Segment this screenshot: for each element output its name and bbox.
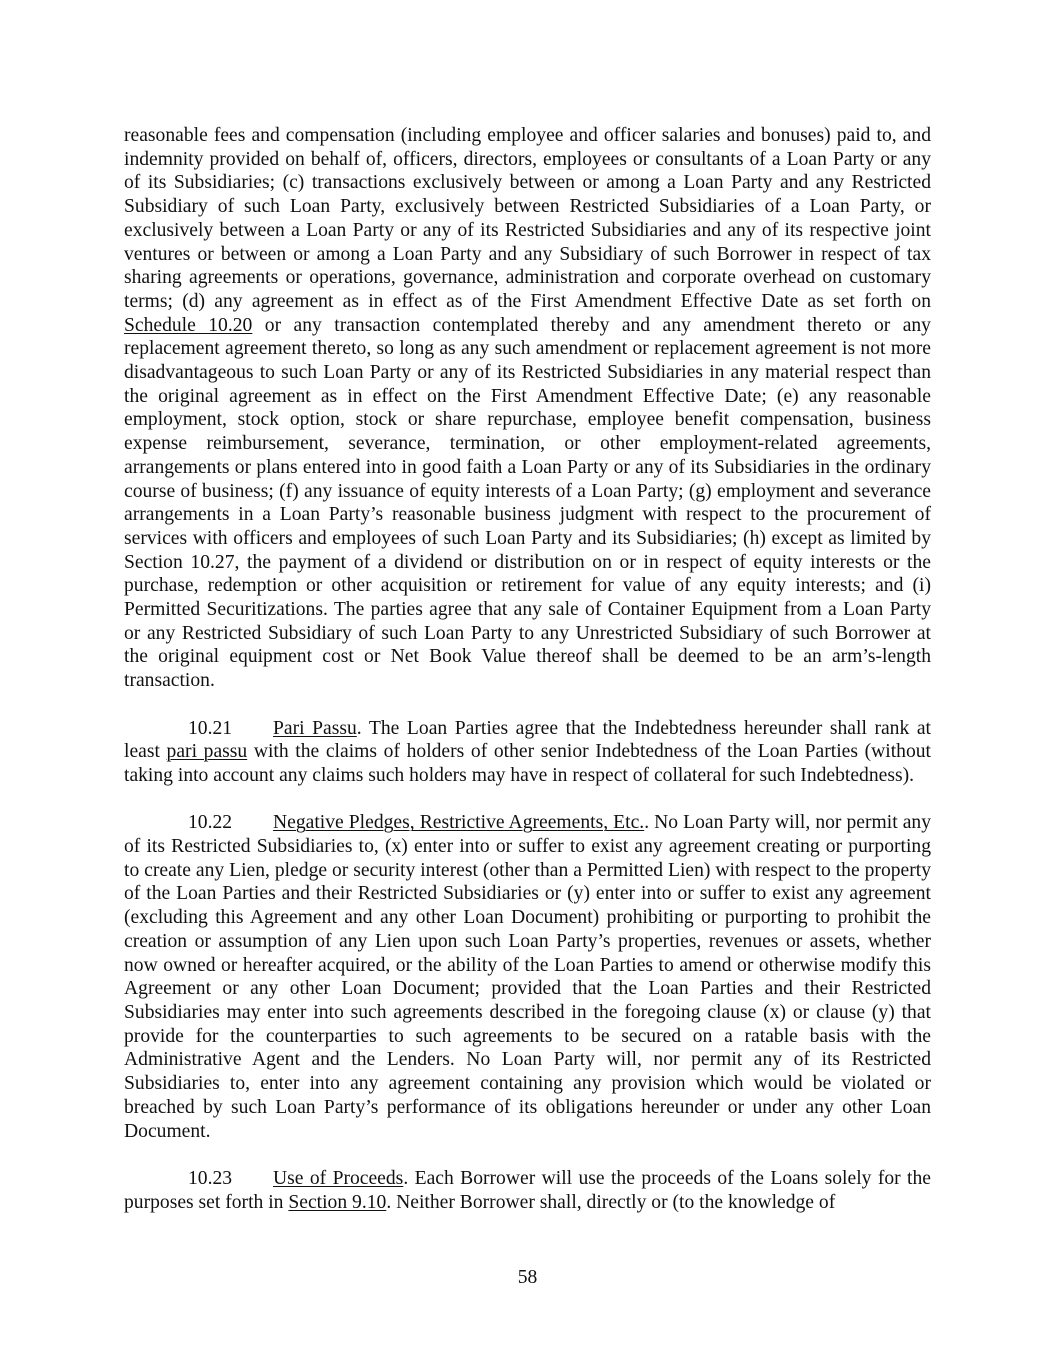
document-body — [124, 124, 931, 1214]
section-title: Negative Pledges, Restrictive Agreements, Etc. — [273, 812, 645, 834]
section-text: . The Loan Parties agree that the Indebtedness hereunder shall rank at least — [124, 717, 931, 763]
section-10-23 — [124, 1167, 931, 1214]
section-title: Pari Passu — [273, 717, 357, 739]
intro-paragraph — [124, 124, 931, 693]
intro-text-part-1: reasonable fees and compensation (including employee and officer salaries and bonuses) paid to, and indemnity provided on behalf of, officers, directors, employees or consultants of a Loan Party or any of its Subsidiaries; (c) transactions exclusively between or among a Loan Party and any Restricted Subsidiary of such Loan Party, exclusively between Restricted Subsidiaries of a Loan Party, or exclusively between a Loan Party or any of its Restricted Subsidiaries and any of its respective joint ventures or between or among a Loan Party and any Subsidiary of such Borrower in respect of tax sharing agreements or operations, governance, administration and corporate overhead on customary terms; (d) any agreement as in effect as of the First Amendment Effective Date as set forth on — [124, 125, 931, 312]
page-number: 58 — [517, 1267, 538, 1288]
section-reference: Section 9.10 — [288, 1191, 387, 1213]
section-number: 10.21 — [188, 717, 233, 739]
section-text-rest: with the claims of holders of other senior Indebtedness of the Loan Parties (without taking into account any claims such holders may have in respect of collateral for such Indebtedness). — [124, 741, 931, 786]
pari-passu-term: pari passu — [166, 741, 248, 763]
schedule-reference: Schedule 10.20 — [124, 314, 253, 336]
section-title: Use of Proceeds — [273, 1167, 404, 1189]
intro-text-part-2: or any transaction contemplated thereby and any amendment thereto or any replacement agreement thereto, so long as any such amendment or replacement agreement is not more disadvantageous to such Loan Party or any of its Restricted Subsidiaries in any material respect than the original agreement as in effect on the First Amendment Effective Date; (e) any reasonable employment, stock option, stock or share repurchase, employee benefit compensation, business expense reimbursement, severance, termination, or other employment-related agreements, arrangements or plans entered into in good faith a Loan Party or any of its Subsidiaries in the ordinary course of business; (f) any issuance of equity interests of a Loan Party; (g) employment and severance arrangements in a Loan Party’s reasonable business judgment with respect to the procurement of services with officers and employees of such Loan Party and its Subsidiaries; (h) except as limited by Section 10.27, the payment of a dividend or distribution on or in respect of equity interests or the purchase, redemption or other acquisition or retirement for value of any equity interests; and (i) Permitted Securitizations. The parties agree that any sale of Container Equipment from a Loan Party or any Restricted Subsidiary of such Loan Party to any Unrestricted Subsidiary of such Borrower at the original equipment cost or Net Book Value thereof shall be deemed to be an arm’s-length transaction. — [124, 314, 931, 692]
section-text: . Each Borrower will use the proceeds of the Loans solely for the purposes set forth in — [124, 1167, 931, 1213]
section-text-rest: . Neither Borrower shall, directly or (to the knowledge of — [386, 1191, 836, 1213]
section-number: 10.22 — [188, 812, 233, 834]
section-10-21 — [124, 717, 931, 788]
section-text: . No Loan Party will, nor permit any of its Restricted Subsidiaries to, (x) enter into or suffer to exist any agreement creating or purporting to create any Lien, pledge or security interest (other than a Permitted Lien) with respect to the property of the Loan Parties and their Restricted Subsidiaries or (y) enter into or suffer to exist any agreement (excluding this Agreement and any other Loan Document) prohibiting or purporting to prohibit the creation or assumption of any Lien upon such Loan Party’s properties, revenues or assets, whether now owned or hereafter acquired, or the ability of the Loan Parties to amend or otherwise modify this Agreement or any other Loan Document; provided that the Loan Parties and their Restricted Subsidiaries may enter into such agreements described in the foregoing clause (x) or clause (y) that provide for the counterparties to such agreements to be secured on a ratable basis with the Administrative Agent and the Lenders. No Loan Party will, nor permit any of its Restricted Subsidiaries to, enter into any agreement containing any provision which would be violated or breached by such Loan Party’s performance of its obligations hereunder or under any other Loan Document. — [124, 812, 931, 1142]
section-number: 10.23 — [188, 1167, 233, 1189]
section-10-22 — [124, 811, 931, 1143]
